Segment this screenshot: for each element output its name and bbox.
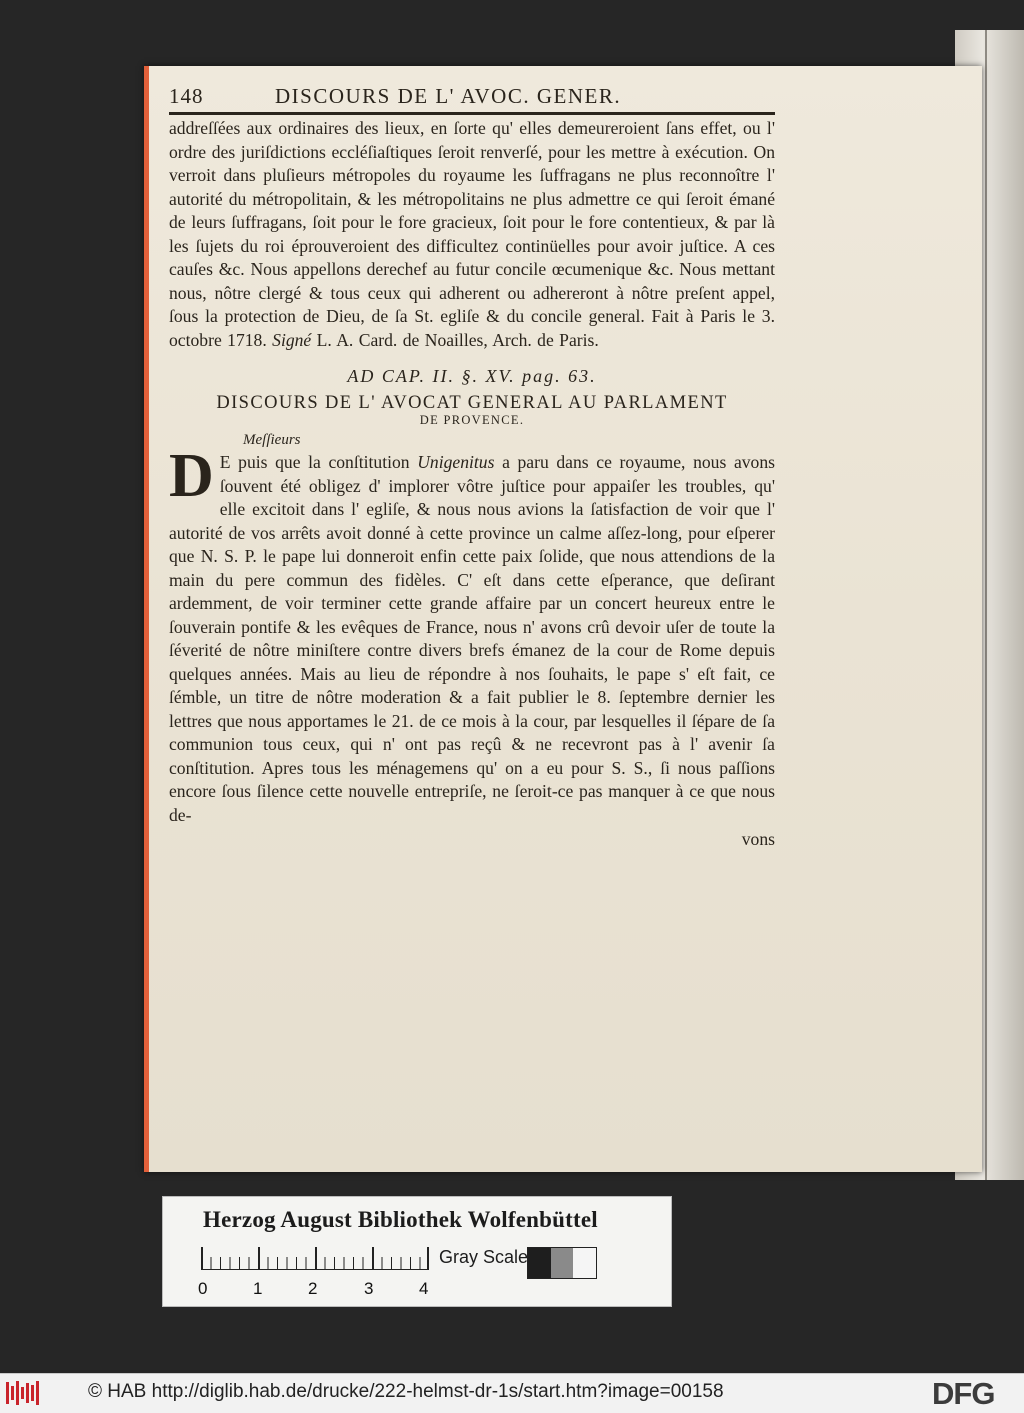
gray-scale-swatches (527, 1247, 597, 1279)
gray-swatch-light (573, 1248, 596, 1278)
text-block (169, 80, 775, 850)
viewer-footer (0, 1373, 1024, 1413)
copyright-link[interactable]: © HAB http://diglib.hab.de/drucke/222-helmst-dr-1s/start.htm?image=00158 (88, 1381, 724, 1402)
speech-text-2: a paru dans ce royaume, nous avons ſouvent été obligez d' implorer vôtre juſtice pour appaiſer les troubles, qu' elle excitoit dans l' egliſe, & nous nous avions la ſatisfaction de voir que l' autorité de vos arrêts avoit donné à cette province un calme aſſez-long, pour eſperer que N. S. P. le pape lui donneroit enfin cette paix ſolide, que nous attendions de la main du pere commun des fidèles. C' eſt dans cette eſperance, que deſirant ardemment, de voir terminer cette grande affaire par un concert heureux entre le ſouverain pontife & les evêques de France, nous n' avons crû devoir uſer de toute la ſéverité de nôtre miniſtere contre divers brefs émanez de la cour de Rome depuis quelques années. Mais au lieu de répondre à nos ſouhaits, le pape s' eſt fait, ce ſémble, un titre de nôtre moderation & a fait publier le 8. ſeptembre dernier les lettres que nous apportames le 21. de ce mois à la cour, par lesquelles il ſépare de ſa communion tous ceux, qui n' ont pas reçû & ne recevront pas à l' avenir ſa conſtitution. Apres tous les ménagemens qu' on a eu pour S. S., ſi nous paſſions encore ſous ſilence cette nouvelle entrepriſe, ne ſeroit-ce pas manquer à ce que nous de- (169, 452, 775, 825)
speech-paragraph (169, 442, 775, 827)
salutation: Meſſieurs (243, 432, 301, 448)
section-title: DISCOURS DE L' AVOCAT GENERAL AU PARLAMENT (216, 393, 728, 413)
ruler-major-tick (201, 1247, 203, 1269)
signature-text: L. A. Card. de Noailles, Arch. de Paris. (316, 329, 599, 350)
gray-scale-label: Gray Scale (439, 1247, 529, 1267)
running-header (169, 80, 775, 112)
dfg-logo: DFG (932, 1376, 995, 1411)
scale-number: 3 (364, 1279, 374, 1298)
gray-swatch-dark (528, 1248, 551, 1278)
drop-cap: D (169, 442, 214, 510)
hab-logo-icon (6, 1380, 42, 1406)
page-number: 148 (169, 84, 204, 108)
ruler-major-tick (427, 1247, 429, 1269)
ruler-major-tick (372, 1247, 374, 1269)
speech-text-1: E puis que la conſtitution (219, 452, 418, 472)
scale-number: 2 (308, 1279, 318, 1298)
scale-number: 1 (253, 1279, 263, 1298)
scale-number: 4 (419, 1279, 429, 1298)
catchword: vons (741, 829, 775, 849)
signature-label: Signé (272, 329, 312, 350)
library-color-card (162, 1196, 672, 1307)
section-reference: AD CAP. II. §. XV. pag. 63. (347, 366, 597, 386)
speech-term: Unigenitus (417, 452, 495, 472)
header-rule (169, 112, 775, 115)
section-subtitle: DE PROVENCE. (419, 413, 525, 427)
library-name: Herzog August Bibliothek Wolfenbüttel (203, 1207, 598, 1232)
continuation-paragraph (169, 117, 775, 352)
running-head: DISCOURS DE L' AVOC. GENER. (275, 84, 622, 108)
ruler-major-tick (258, 1247, 260, 1269)
gray-swatch-mid (551, 1248, 574, 1278)
scale-number: 0 (198, 1279, 208, 1298)
continuation-text: addreſſées aux ordinaires des lieux, en ſorte qu' elles demeureroient ſans effet, ou l' ordre des juriſdictions eccléſiaſtiques ſeroit renverſé, pour les mettre à exécution. On verroit dans pluſieurs métropoles du royaume les ſuffragans ne plus reconnoître l' autorité du métropolitain, & les métropolitains ne plus admettre ce qui ſeroit émané de leurs ſuffragans, ſoit pour le fore gracieux, ſoit pour le fore contentieux, & par là les ſujets du roi éprouveroient des difficultez continüelles pour avoir juſtice. A ces cauſes &c. Nous appellons derechef au futur concile œcumenique &c. Nous mettant nous, nôtre clergé & tous ceux qui adherent ou adhereront à nôtre preſent appel, ſous la protection de Dieu, de ſa St. egliſe & du concile general. Fait à Paris le 3. octobre 1718. (169, 118, 775, 350)
page-red-edge (144, 66, 149, 1172)
ruler-major-tick (315, 1247, 317, 1269)
scale-ruler (201, 1247, 429, 1270)
